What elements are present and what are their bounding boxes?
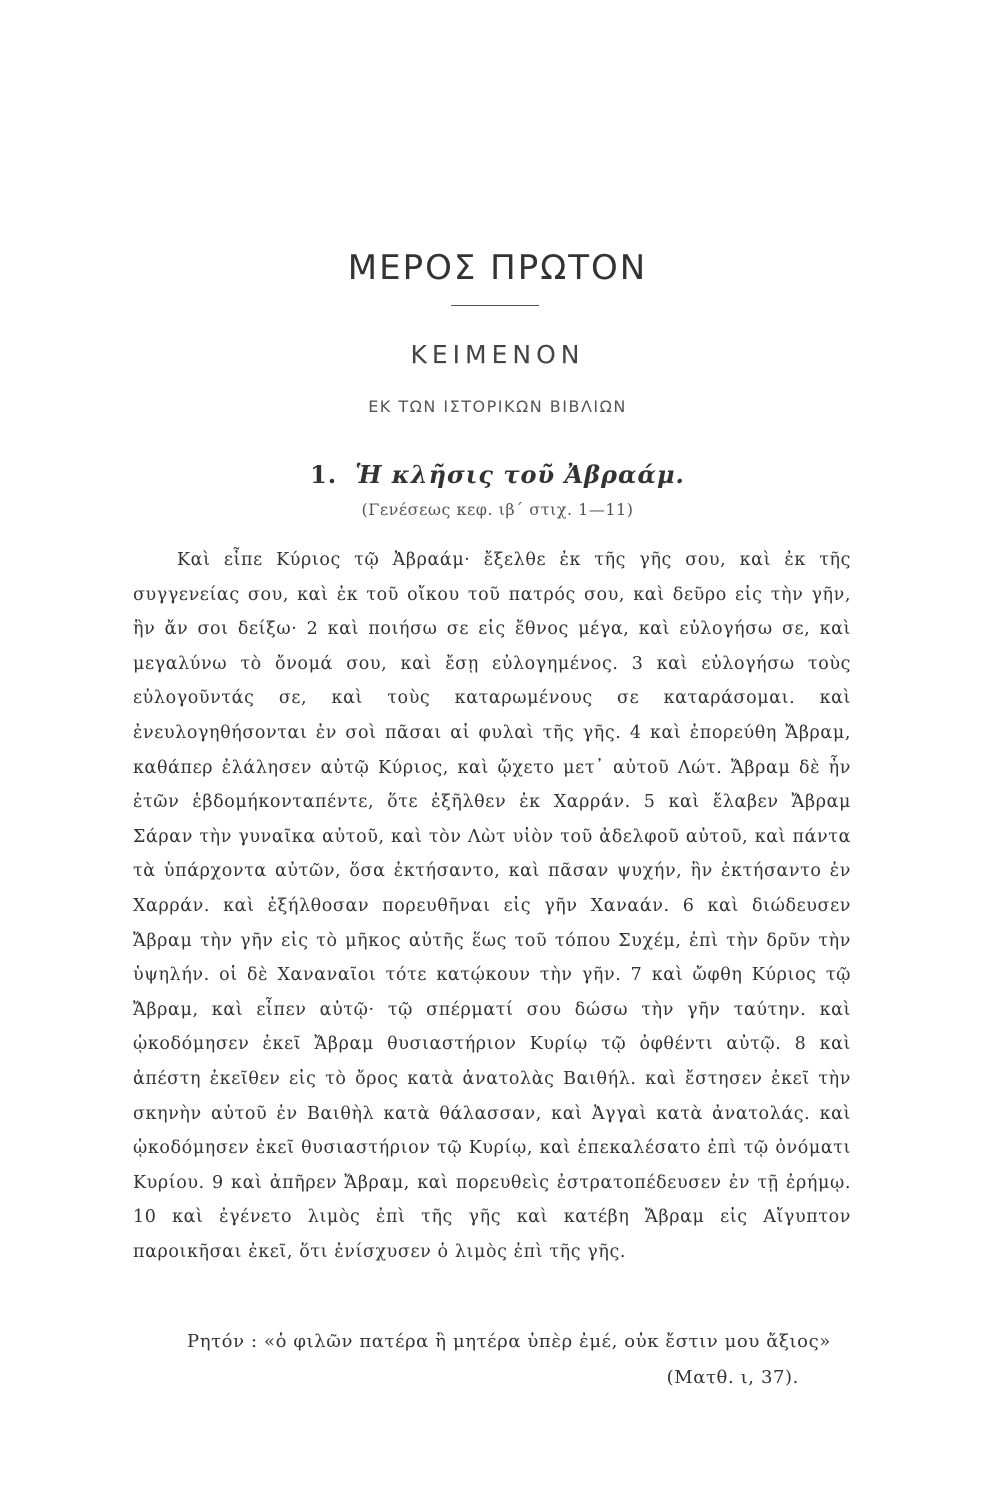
part-title: ΜΕΡΟΣ ΠΡΩΤΟΝ (347, 248, 648, 288)
subsection-title: ΕΚ ΤΩΝ ΙΣΤΟΡΙΚΩΝ ΒΙΒΛΙΩΝ (368, 397, 627, 416)
section-title: ΚΕΙΜΕΝΟΝ (410, 340, 585, 369)
quote-block (133, 1324, 851, 1388)
chapter-title: Ἡ κλῆσις τοῦ Ἀβραάμ. (355, 460, 685, 489)
quote-reference: (Ματθ. ι, 37). (666, 1367, 799, 1388)
title-underline (451, 305, 539, 306)
quote-text: «ὁ φιλῶν πατέρα ἢ μητέρα ὑπὲρ ἐμέ, οὐκ ἔστιν μου ἄξιος» (263, 1331, 831, 1352)
scripture-text: Καὶ εἶπε Κύριος τῷ Ἀβραάμ· ἔξελθε ἐκ τῆς γῆς σου, καὶ ἐκ τῆς συγγενείας σου, καὶ ἐκ τοῦ οἴκου τοῦ πατρός σου, καὶ δεῦρο εἰς τὴν γῆν, ἣν ἄν σοι δείξω· 2 καὶ ποιήσω σε εἰς ἔθνος μέγα, καὶ εὐλογήσω σε, καὶ μεγαλύνω τὸ ὄνομά σου, καὶ ἔσῃ εὐλογημένος. 3 καὶ εὐλογήσω τοὺς εὐλογοῦντάς σε, καὶ τοὺς καταρωμένους σε καταράσομαι. καὶ ἐνευλογηθήσονται ἐν σοὶ πᾶσαι αἱ φυλαὶ τῆς γῆς. 4 καὶ ἐπορεύθη Ἄβραμ, καθάπερ ἐλάλησεν αὐτῷ Κύριος, καὶ ᾤχετο μετ᾿ αὐτοῦ Λώτ. Ἄβραμ δὲ ἦν ἐτῶν ἑβδομήκονταπέντε, ὅτε ἐξῆλθεν ἐκ Χαρράν. 5 καὶ ἔλαβεν Ἄβραμ Σάραν τὴν γυναῖκα αὐτοῦ, καὶ τὸν Λὼτ υἱὸν τοῦ ἀδελφοῦ αὐτοῦ, καὶ πάντα τὰ ὑπάρχοντα αὐτῶν, ὅσα ἐκτήσαντο, καὶ πᾶσαν ψυχήν, ἣν ἐκτήσαντο ἐν Χαρράν. καὶ ἐξήλθοσαν πορευθῆναι εἰς γῆν Χαναάν. 6 καὶ διώδευσεν Ἄβραμ τὴν γῆν εἰς τὸ μῆκος αὐτῆς ἕως τοῦ τόπου Συχέμ, ἐπὶ τὴν δρῦν τὴν ὑψηλήν. οἱ δὲ Χαναναῖοι τότε κατῴκουν τὴν γῆν. 7 καὶ ὤφθη Κύριος τῷ Ἄβραμ, καὶ εἶπεν αὐτῷ· τῷ σπέρματί σου δώσω τὴν γῆν ταύτην. καὶ ᾠκοδόμησεν ἐκεῖ Ἄβραμ θυσιαστήριον Κυρίῳ τῷ ὀφθέντι αὐτῷ. 8 καὶ ἀπέστη ἐκεῖθεν εἰς τὸ ὄρος κατὰ ἀνατολὰς Βαιθήλ. καὶ ἔστησεν ἐκεῖ τὴν σκηνὴν αὐτοῦ ἐν Βαιθὴλ κατὰ θάλασσαν, καὶ Ἀγγαὶ κατὰ ἀνατολάς. καὶ ᾠκοδόμησεν ἐκεῖ θυσιαστήριον τῷ Κυρίῳ, καὶ ἐπεκαλέσατο ἐπὶ τῷ ὀνόματι Κυρίου. 9 καὶ ἀπῆρεν Ἄβραμ, καὶ πορευθεὶς ἐστρατοπέδευσεν ἐν τῇ ἐρήμῳ. 10 καὶ ἐγένετο λιμὸς ἐπὶ τῆς γῆς καὶ κατέβη Ἄβραμ εἰς Αἴγυπτον παροικῆσαι ἐκεῖ, ὅτι ἐνίσχυσεν ὁ λιμὸς ἐπὶ τῆς γῆς. (133, 550, 851, 1262)
scripture-source: (Γενέσεως κεφ. ιβ΄ στιχ. 1—11) (361, 500, 634, 519)
quote-label: Ρητόν : (187, 1331, 258, 1352)
chapter-number: 1. (310, 460, 338, 489)
chapter-heading (0, 460, 995, 489)
